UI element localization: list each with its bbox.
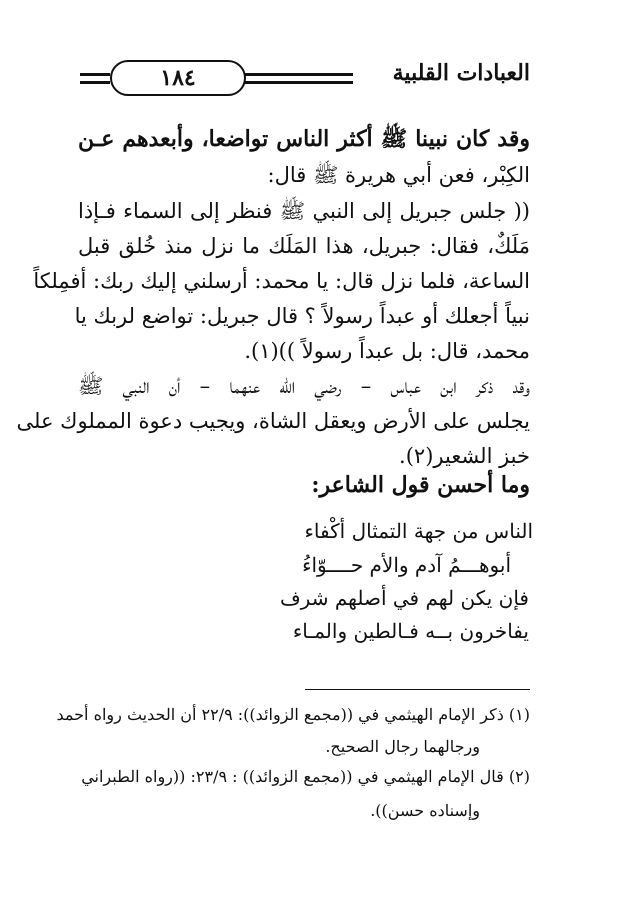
header-rule <box>80 81 110 84</box>
body-line: وقد كان نبينا ﷺ أكثر الناس تواضعا، وأبعدهم عـن <box>78 126 530 152</box>
footnote-line: (٢) قال الإمام الهيثمي في ((مجمع الزوائد)) : ٢٣/٩: ((رواه الطبراني <box>81 767 530 786</box>
header-rule <box>245 73 353 76</box>
header-rule <box>80 73 110 76</box>
page-header <box>80 62 530 102</box>
poem-verse: الناس من جهة التمثال أكْفاء <box>304 519 533 543</box>
running-title: العبادات القلبية <box>392 60 530 86</box>
body-line: خبز الشعير(٢). <box>399 444 530 468</box>
body-line: مَلَكٌ، فقال: جبريل، هذا المَلَك ما نزل منذ خُلق قبل <box>78 234 530 258</box>
poem-verse: أبوهـــمُ آدم والأم حــــوّاءُ <box>302 553 511 577</box>
footnote-separator <box>305 689 530 690</box>
body-line: يجلس على الأرض ويعقل الشاة، ويجيب دعوة المملوك على <box>16 409 530 433</box>
body-line: (( جلس جبريل إلى النبي ﷺ فنظر إلى السماء فـإذا <box>78 199 530 223</box>
poem-verse: فإن يكن لهم في أصلهم شرف <box>279 586 529 610</box>
footnote-line: وإسناده حسن)). <box>370 801 480 820</box>
body-line: وقد ذكر ابن عباس – رضي الله عنهما – أن النبي ﷺ <box>78 374 530 398</box>
section-heading: وما أحسن قول الشاعر: <box>311 472 530 498</box>
footnote-line: (١) ذكر الإمام الهيثمي في ((مجمع الزوائد)): ٢٢/٩ أن الحديث رواه أحمد <box>56 705 530 724</box>
page-number: ١٨٤ <box>110 60 246 96</box>
body-line: الكِبْر، فعن أبي هريرة ﷺ قال: <box>267 163 530 187</box>
body-line: نبياً أجعلك أو عبداً رسولاً ؟ قال جبريل: تواضع لربك يا <box>74 304 530 328</box>
header-rule <box>245 81 353 84</box>
body-line: الساعة، فلما نزل قال: يا محمد: أرسلني إليك ربك: أفمِلكاً <box>33 269 530 293</box>
body-line: محمد، قال: بل عبداً رسولاً ))(١). <box>244 339 530 363</box>
footnote-line: ورجالهما رجال الصحيح. <box>325 737 480 756</box>
poem-verse: يفاخرون بــه فـالطين والمـاء <box>292 619 529 643</box>
